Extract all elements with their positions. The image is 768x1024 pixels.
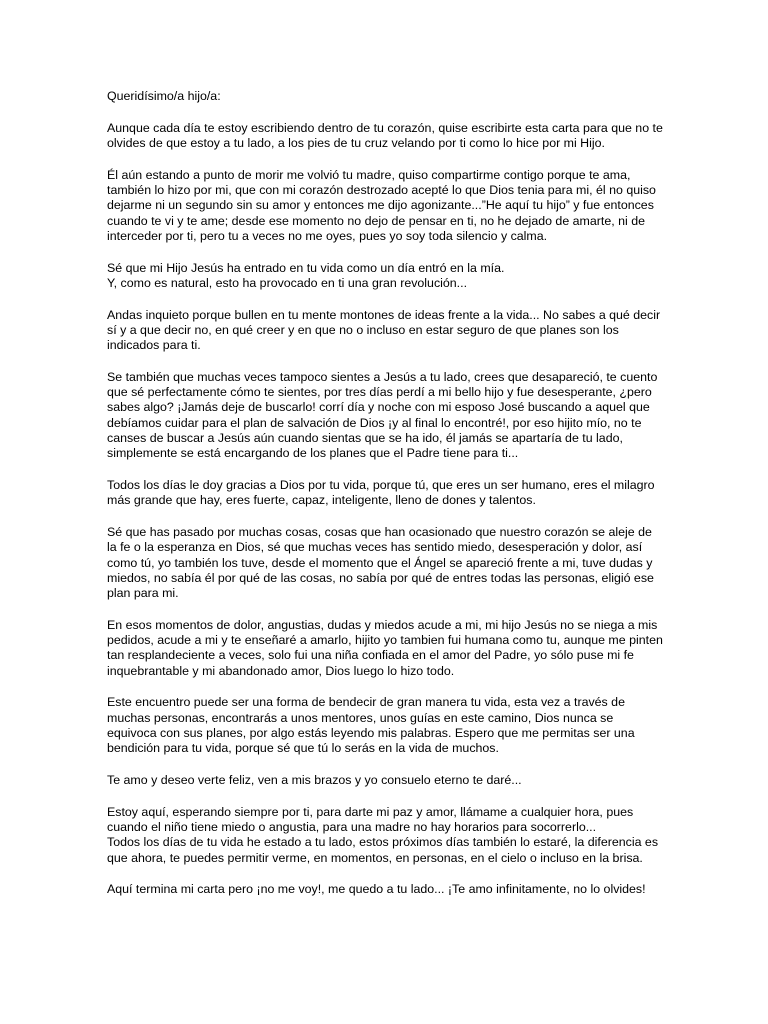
- letter-paragraph-7: Sé que has pasado por muchas cosas, cosas que han ocasionado que nuestro corazón se aleje de la fe o la esperanza en Dios, sé que muchas veces has sentido miedo, desesperación y dolor, así como tú, yo también los tuve, desde el momento que el Ángel se apareció frente a mi, tuve dudas y miedos, no sabía él por qué de las cosas, no sabía por qué de entres todas las personas, eligió ese plan para mi.: [107, 524, 654, 601]
- letter-paragraph-10: Te amo y deseo verte feliz, ven a mis brazos y yo consuelo eterno te daré...: [107, 773, 522, 787]
- letter-paragraph-5: Se también que muchas veces tampoco sientes a Jesús a tu lado, crees que desapareció, te cuento que sé perfectamente cómo te sientes, por tres días perdí a mi bello hijo y fue desesperante, ¿pero sabes algo? ¡Jamás deje de buscarlo! corrí día y noche con mi esposo José buscando a aquel que debíamos cuidar para el plan de salvación de Dios ¡y al final lo encontré!, por eso hijito mío, no te canses de buscar a Jesús aún cuando sientas que se ha ido, él jamás se apartaría de tu lado, simplemente se está encargando de los planes que el Padre tiene para ti...: [107, 369, 658, 461]
- letter-paragraph-2: Él aún estando a punto de morir me volvió tu madre, quiso compartirme contigo porque te ama, también lo hizo por mi, que con mi corazón destrozado acepté lo que Dios tenia para mi, él no quiso dejarme ni un segundo sin su amor y entonces me dijo agonizante...”He aquí tu hijo” y fue entonces cuando te vi y te ame; desde ese momento no dejo de pensar en ti, no he dejado de amarte, ni de interceder por ti, pero tu a veces no me oyes, pues yo soy toda silencio y calma.: [107, 167, 656, 243]
- letter-paragraph-3: Sé que mi Hijo Jesús ha entrado en tu vida como un día entró en la mía. Y, como es natural, esto ha provocado en ti una gran revolución...: [107, 260, 505, 290]
- letter-paragraph-4: Andas inquieto porque bullen en tu mente montones de ideas frente a la vida... No sabes a qué decir sí y a que decir no, en qué creer y en que no o incluso en estar seguro de que planes son los indicados para ti.: [107, 307, 661, 353]
- letter-paragraph-9: Este encuentro puede ser una forma de bendecir de gran manera tu vida, esta vez a través de muchas personas, encontrarás a unos mentores, unos guías en este camino, Dios nunca se equivoca con sus planes, por algo estás leyendo mis palabras. Espero que me permitas ser una bendición para tu vida, porque sé que tú lo serás en la vida de muchos.: [107, 695, 635, 756]
- letter-paragraph-8: En esos momentos de dolor, angustias, dudas y miedos acude a mi, mi hijo Jesús no se niega a mis pedidos, acude a mi y te enseñaré a amarlo, hijito yo tambien fui humana como tu, aunque me pinten tan resplandeciente a veces, solo fui una niña confiada en el amor del Padre, yo sólo puse mi fe inquebrantable y mi abandonado amor, Dios luego lo hizo todo.: [107, 617, 663, 678]
- letter-paragraph-12: Aquí termina mi carta pero ¡no me voy!, me quedo a tu lado... ¡Te amo infinitamente, no lo olvides!: [107, 882, 646, 897]
- letter-paragraph-11: Estoy aquí, esperando siempre por ti, para darte mi paz y amor, llámame a cualquier hora, pues cuando el niño tiene miedo o angustia, para una madre no hay horarios para socorrerlo... Todos los días de tu vida he estado a tu lado, estos próximos días también lo estaré, la diferencia es que ahora, te puedes permitir verme, en momentos, en personas, en el cielo o incluso en la brisa.: [107, 804, 659, 865]
- letter-paragraph-1: Aunque cada día te estoy escribiendo dentro de tu corazón, quise escribirte esta carta para que no te olvides de que estoy a tu lado, a los pies de tu cruz velando por ti como lo hice por mi Hijo.: [107, 120, 663, 150]
- letter-body: [107, 89, 663, 914]
- letter-paragraph-6: Todos los días le doy gracias a Dios por tu vida, porque tú, que eres un ser humano, eres el milagro más grande que hay, eres fuerte, capaz, inteligente, lleno de dones y talentos.: [107, 477, 655, 508]
- letter-greeting: Queridísimo/a hijo/a:: [107, 89, 221, 103]
